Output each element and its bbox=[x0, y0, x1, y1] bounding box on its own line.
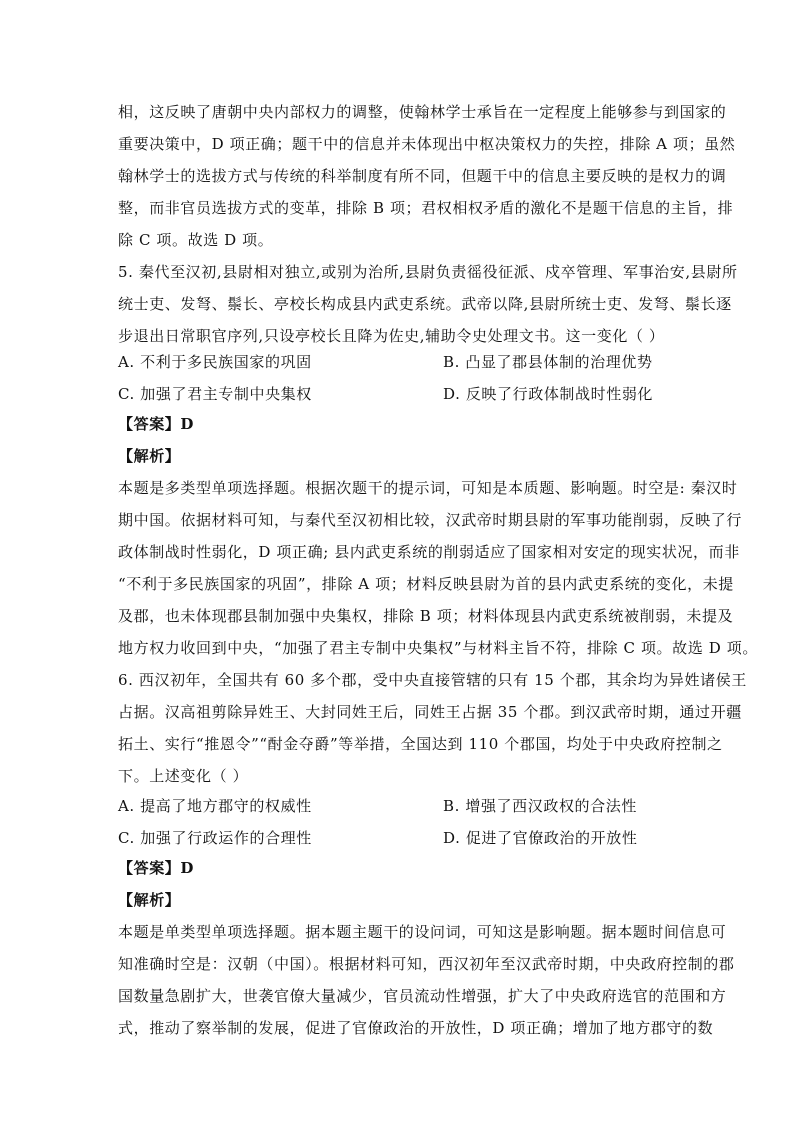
q5-analysis-line: 政体制战时性弱化，D 项正确; 县内武吏系统的削弱适应了国家相对安定的现实状况，而非 bbox=[118, 543, 740, 561]
q6-option-b: B. 增强了西汉政权的合法性 bbox=[443, 797, 637, 815]
q6-analysis-line: 国数量急剧扩大，世袭官僚大量减少，官员流动性增强，扩大了中央政府选官的范围和方 bbox=[118, 987, 727, 1005]
q6-stem-line: 6. 西汉初年，全国共有 60 多个郡，受中央直接管辖的只有 15 个郡，其余均为异姓诸侯王 bbox=[118, 671, 747, 689]
q6-option-d: D. 促进了官僚政治的开放性 bbox=[443, 829, 638, 847]
q6-analysis-line: 知准确时空是：汉朝（中国）。根据材料可知，西汉初年至汉武帝时期，中央政府控制的郡 bbox=[118, 955, 735, 973]
q5-option-d: D. 反映了行政体制战时性弱化 bbox=[443, 385, 654, 403]
q6-analysis-line: 式，推动了察举制的发展，促进了官僚政治的开放性，D 项正确；增加了地方郡守的数 bbox=[118, 1019, 714, 1037]
q4-analysis-line: 翰林学士的选拔方式与传统的科举制度有所不同，但题干中的信息主要反映的是权力的调 bbox=[118, 167, 727, 185]
q5-answer: 【答案】D bbox=[118, 415, 195, 433]
q6-answer: 【答案】D bbox=[118, 859, 195, 877]
q5-option-c: C. 加强了君主专制中央集权 bbox=[118, 385, 312, 403]
q4-analysis-line: 整，而非官员选拔方式的变革，排除 B 项；君权相权矛盾的激化不是题干信息的主旨，排 bbox=[118, 199, 734, 217]
q6-analysis-line: 本题是单类型单项选择题。据本题主题干的设问词，可知这是影响题。据本题时间信息可 bbox=[118, 923, 727, 941]
q6-analysis-label: 【解析】 bbox=[118, 891, 181, 909]
q6-option-a: A. 提高了地方郡守的权威性 bbox=[118, 797, 312, 815]
q5-option-a: A. 不利于多民族国家的巩固 bbox=[118, 353, 312, 371]
q6-stem-line: 占据。汉高祖剪除异姓王、大封同姓王后，同姓王占据 35 个郡。到汉武帝时期，通过开疆 bbox=[118, 703, 742, 721]
q5-option-b: B. 凸显了郡县体制的治理优势 bbox=[443, 353, 653, 371]
q5-analysis-label: 【解析】 bbox=[118, 447, 181, 465]
q4-analysis-line: 除 C 项。故选 D 项。 bbox=[118, 231, 274, 249]
q5-analysis-line: 期中国。依据材料可知，与秦代至汉初相比较，汉武帝时期县尉的军事功能削弱，反映了行 bbox=[118, 511, 743, 529]
q5-analysis-line: 地方权力收回到中央，“加强了君主专制中央集权”与材料主旨不符，排除 C 项。故选 D 项。 bbox=[118, 639, 758, 657]
q5-analysis-line: 本题是多类型单项选择题。根据次题干的提示词，可知是本质题、影响题。时空是: 秦汉时 bbox=[118, 479, 738, 497]
q5-stem-line: 统士吏、发弩、鬃长、亭校长构成县内武吏系统。武帝以降,县尉所统士吏、发弩、鬃长逐 bbox=[118, 295, 732, 313]
q5-analysis-line: “不利于多民族国家的巩固”，排除 A 项；材料反映县尉为首的县内武吏系统的变化，未提 bbox=[118, 575, 734, 593]
q5-stem-line: 5. 秦代至汉初,县尉相对独立,或别为治所,县尉负责徭役征派、戍卒管理、军事治安,县尉所 bbox=[118, 263, 738, 281]
q5-stem-line: 步退出日常职官序列,只设亭校长且降为佐史,辅助令史处理文书。这一变化（ ） bbox=[118, 327, 665, 345]
q4-analysis-line: 相，这反映了唐朝中央内部权力的调整，使翰林学士承旨在一定程度上能够参与到国家的 bbox=[118, 103, 727, 121]
q5-analysis-line: 及郡，也未体现郡县制加强中央集权，排除 B 项；材料体现县内武吏系统被削弱，未提及 bbox=[118, 607, 734, 625]
q6-option-c: C. 加强了行政运作的合理性 bbox=[118, 829, 312, 847]
q6-stem-line: 下。上述变化（ ） bbox=[118, 767, 249, 785]
q4-analysis-line: 重要决策中，D 项正确；题干中的信息并未体现出中枢决策权力的失控，排除 A 项；虽然 bbox=[118, 135, 736, 153]
q6-stem-line: 拓土、实行“推恩令”“酎金夺爵”等举措，全国达到 110 个郡国，均处于中央政府控制之 bbox=[118, 735, 723, 753]
